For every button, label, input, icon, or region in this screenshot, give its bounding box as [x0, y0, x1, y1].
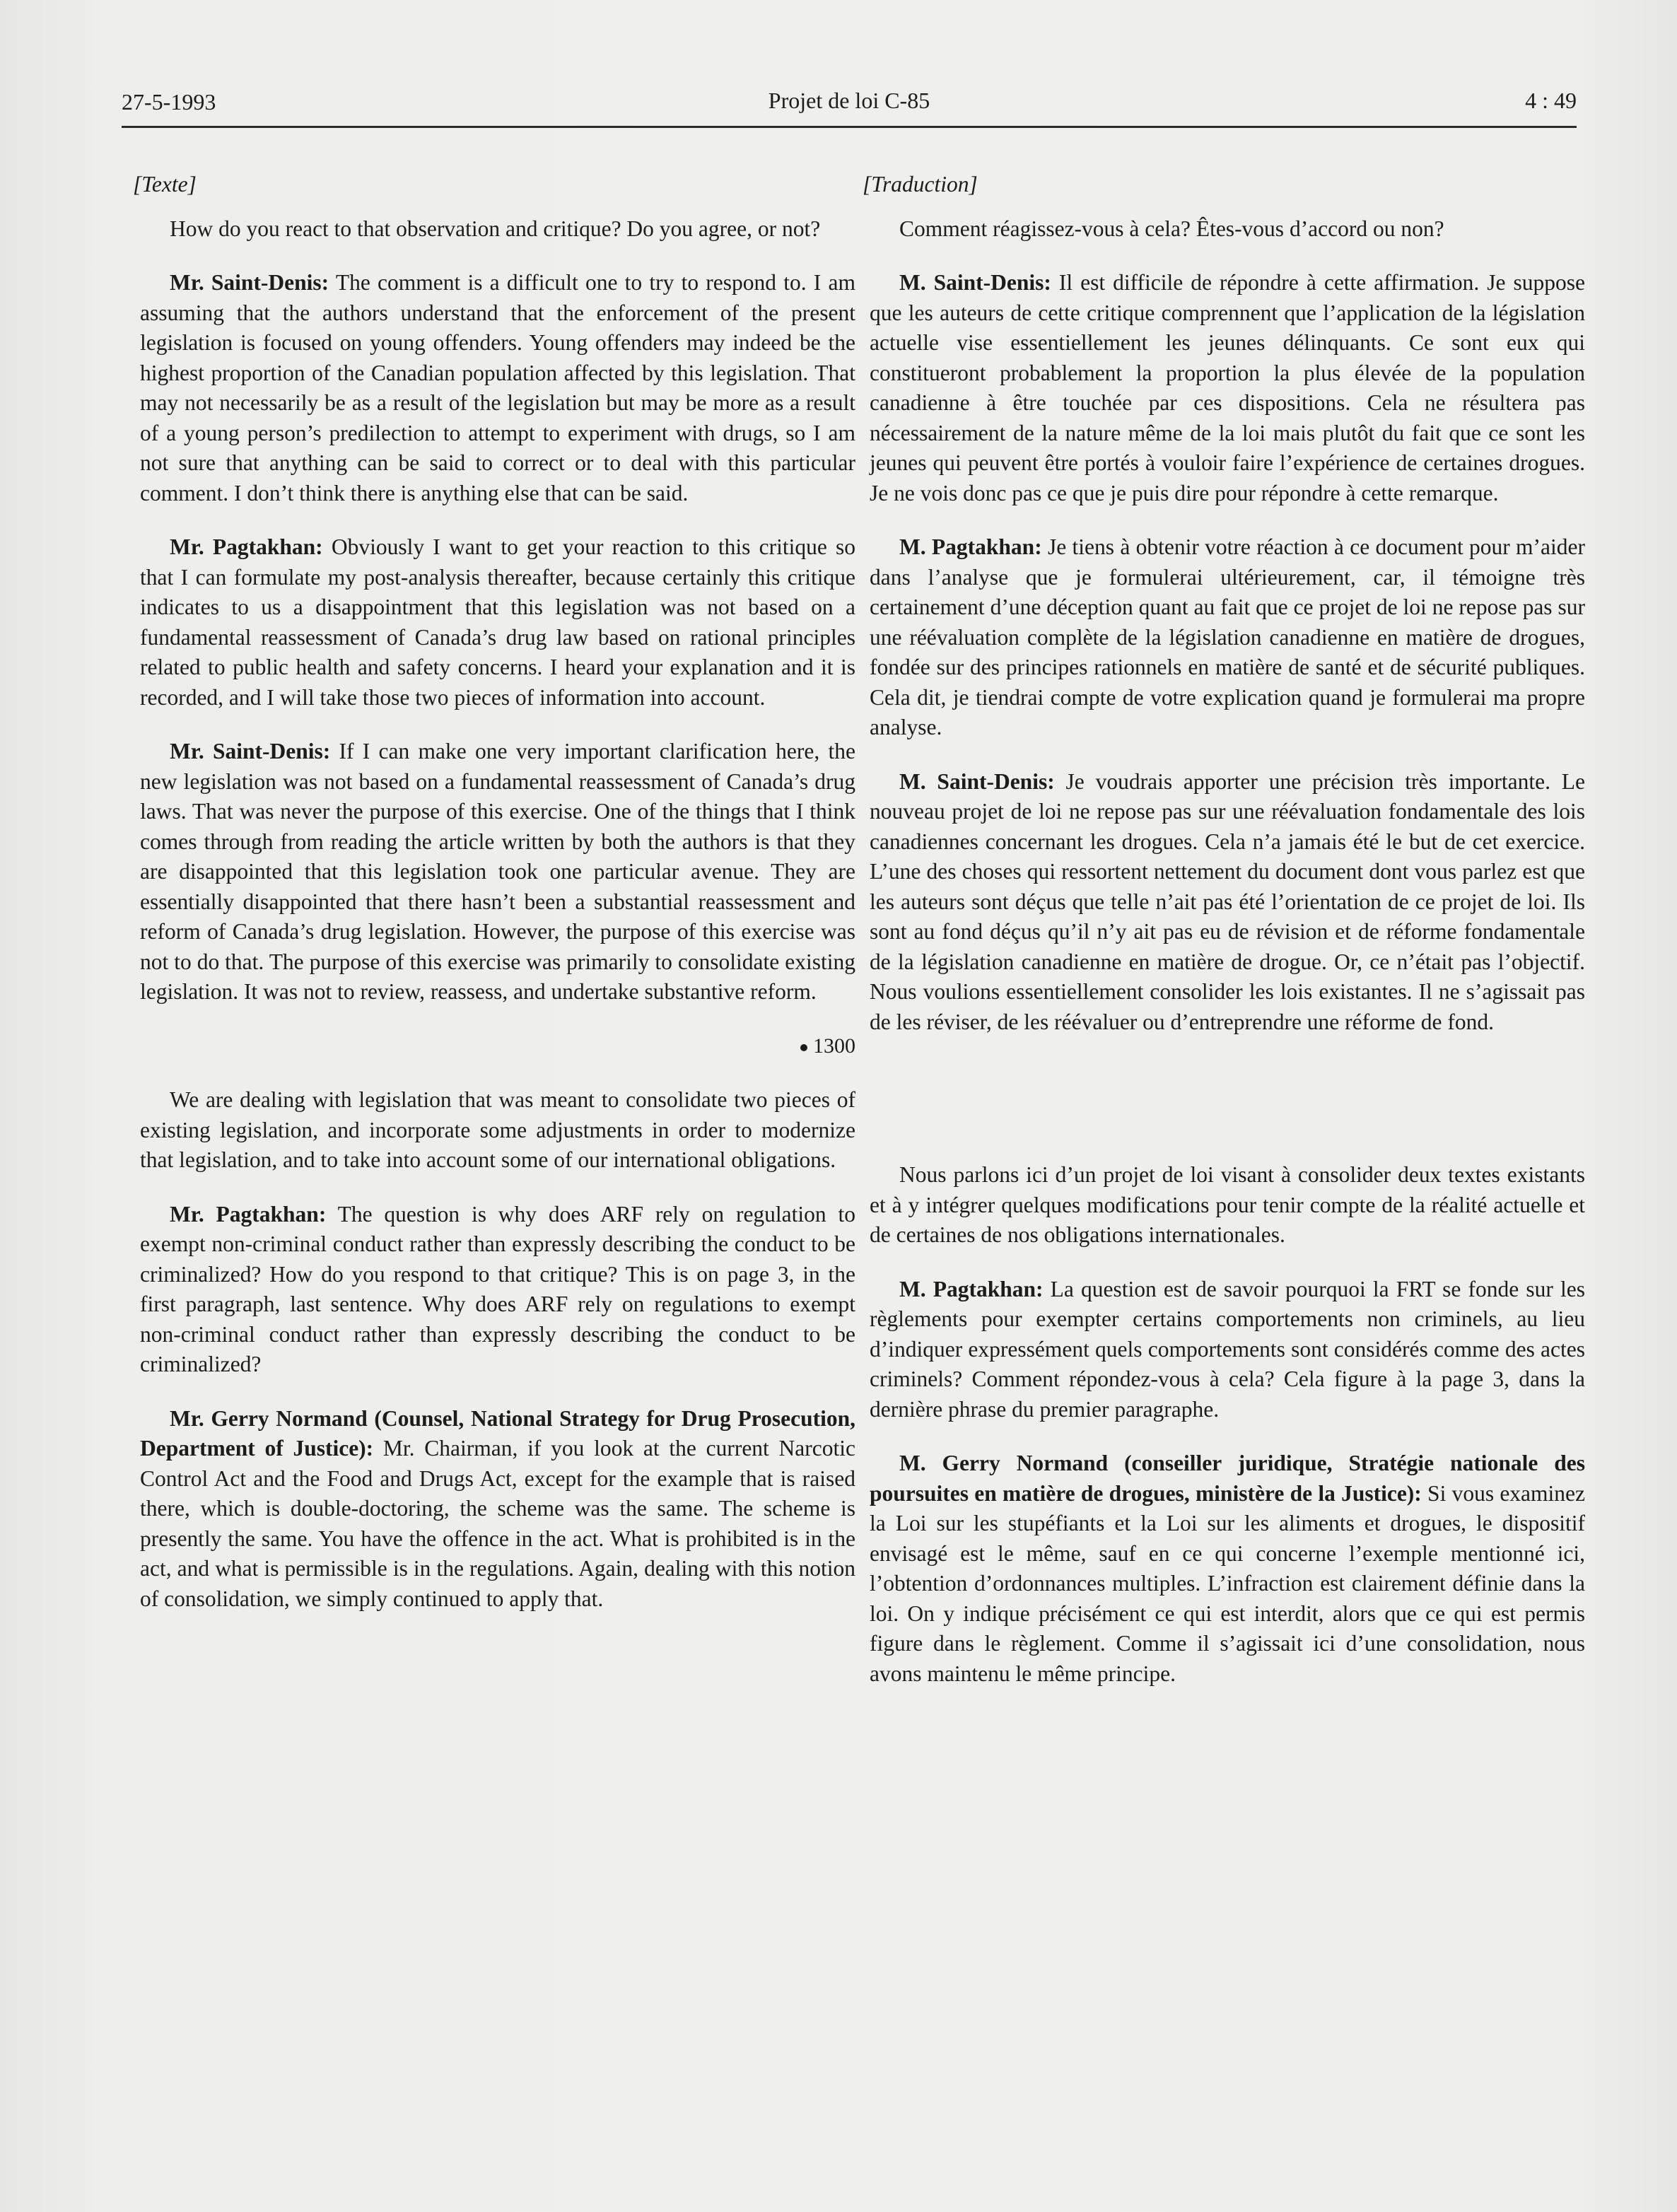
- french-paragraph-1: Comment réagissez-vous à cela? Êtes-vous d’accord ou non?: [899, 216, 1444, 241]
- time-marker: [140, 1031, 855, 1062]
- time-marker-value: 1300: [813, 1034, 855, 1058]
- english-paragraph-4: [140, 737, 855, 1007]
- english-column-label: [Texte]: [133, 172, 197, 197]
- french-column: [863, 170, 1586, 1713]
- english-paragraph-5: We are dealing with legislation that was meant to consolidate two pieces of existing legislation, and incorporate some adjustments in order to modernize that legislation, and to take into account some of our international obligations.: [140, 1087, 855, 1172]
- speaker-name: Mr. Pagtakhan:: [170, 1201, 327, 1227]
- french-paragraph-6: [870, 1275, 1585, 1425]
- english-paragraph-3: [140, 532, 855, 713]
- speaker-name: Mr. Saint-Denis:: [170, 739, 331, 763]
- speech-text: Obviously I want to get your reaction to this critique so that I can formulate my post-analysis thereafter, because certainly this critique indicates to us a disappointment that this legislation was not based on a fundamental reassessment of Canada’s drug law based on rational principles related to public health and safety concerns. I heard your explanation and it is recorded, and I will take those two pieces of information into account.: [140, 534, 855, 710]
- speech-text: Il est difficile de répondre à cette affirmation. Je suppose que les auteurs de cette critique comprennent que l’application de la législation actuelle vise essentiellement les jeunes délinquants. Ce sont eux qui constitueront probablement la proportion la plus élevée de la population canadienne à être touchée par ces dispositions. Cela ne résultera pas nécessairement de la nature même de la loi mais plutôt du fait que ce sont les jeunes qui peuvent être portés à vouloir faire l’expérience de certaines drogues. Je ne vois donc pas ce que je puis dire pour répondre à cette remarque.: [870, 270, 1586, 505]
- header-page-number: 4 : 49: [1525, 88, 1577, 113]
- page-header: [122, 83, 1577, 128]
- french-paragraph-7: [870, 1449, 1585, 1689]
- speech-text: Mr. Chairman, if you look at the current Narcotic Control Act and the Food and Drugs Act, except for the example that is raised there, which is double-doctoring, the scheme was the same. The scheme is presently the same. You have the offence in the act. What is prohibited is in the act, and what is permissible is in the regulations. Again, dealing with this notion of consolidation, we simply continued to apply that.: [140, 1436, 855, 1611]
- speech-text: Je voudrais apporter une précision très importante. Le nouveau projet de loi ne repose pas sur une réévaluation fondamentale des lois canadiennes concernant les drogues. Cela n’a jamais été le but de cet exercice. L’une des choses qui ressortent nettement du document dont vous parlez est que les auteurs sont déçus que telle n’ait pas été l’orientation de ce projet de loi. Ils sont au fond déçus qu’il n’y ait pas eu de révision et de réforme fondamentale de la législation canadienne en matière de drogue. Or, ce n’était pas l’objectif. Nous voulions essentiellement consolider les lois existantes. Il ne s’agissait pas de les réviser, de les réévaluer ou d’entreprendre une réforme de fond.: [870, 768, 1586, 1034]
- column-spacer: [870, 1061, 1585, 1160]
- speaker-name: Mr. Gerry Normand (Counsel, National Strategy for Drug Prosecution, Department of Justice):: [140, 1405, 855, 1461]
- speech-text: Si vous examinez la Loi sur les stupéfiants et la Loi sur les aliments et drogues, le dispositif envisagé est le même, sauf en ce qui concerne l’exemple mentionné ici, l’obtention d’ordonnances multiples. L’infraction est clairement définie dans la loi. On y indique précisément ce qui est interdit, alors que ce qui est permis figure dans le règlement. Comme il s’agissait ici d’une consolidation, nous avons maintenu le même principe.: [870, 1480, 1585, 1686]
- speech-text: La question est de savoir pourquoi la FRT se fonde sur les règlements pour exempter certains comportements non criminels, au lieu d’indiquer expressément quels comportements sont considérés comme des actes criminels? Comment répondez-vous à cela? Cela figure à la page 3, dans la dernière phrase du premier paragraphe.: [870, 1276, 1585, 1422]
- english-paragraph-2: [140, 268, 855, 508]
- speech-text: Je tiens à obtenir votre réaction à ce document pour m’aider dans l’analyse que je formulerai ultérieurement, car, il témoigne très certainement d’une déception quant au fait que ce projet de loi ne repose pas sur une réévaluation complète de la législation canadienne en matière de drogues, fondée sur des principes rationnels en matière de santé et de sécurité publiques. Cela dit, je tiendrai compte de votre explication quand je formulerai ma propre analyse.: [870, 534, 1585, 739]
- english-paragraph-1: How do you react to that observation and critique? Do you agree, or not?: [170, 216, 821, 241]
- french-paragraph-5: Nous parlons ici d’un projet de loi visant à consolider deux textes existants et à y intégrer quelques modifications pour tenir compte de la réalité actuelle et de certaines de nos obligations internationales.: [870, 1162, 1585, 1247]
- english-paragraph-7: [140, 1404, 855, 1615]
- french-column-label: [Traduction]: [863, 172, 978, 197]
- speaker-name: M. Saint-Denis:: [899, 768, 1055, 794]
- speaker-name: M. Saint-Denis:: [899, 270, 1051, 295]
- english-column: [133, 170, 855, 1638]
- english-paragraph-6: [140, 1200, 855, 1380]
- speech-text: The question is why does ARF rely on regulation to exempt non-criminal conduct rather than expressly describing the conduct to be criminalized? How do you respond to that critique? This is on page 3, in the first paragraph, last sentence. Why does ARF rely on regulations to exempt non-criminal conduct rather than expressly describing the conduct to be criminalized?: [140, 1201, 855, 1376]
- speech-text: If I can make one very important clarification here, the new legislation was not based on a fundamental reassessment of Canada’s drug laws. That was never the purpose of this exercise. One of the things that I think comes through from reading the article written by both the authors is that they are disappointed that this legislation took one particular avenue. They are essentially disappointed that there hasn’t been a substantial reassessment and reform of Canada’s drug legislation. However, the purpose of this exercise was not to do that. The purpose of this exercise was primarily to consolidate existing legislation. It was not to review, reassess, and undertake substantive reform.: [140, 739, 855, 1004]
- speaker-name: M. Pagtakhan:: [899, 534, 1042, 559]
- french-paragraph-4: [870, 767, 1585, 1038]
- speaker-name: M. Gerry Normand (conseiller juridique, Stratégie nationale des poursuites en matière de drogues, ministère de la Justice):: [870, 1451, 1585, 1506]
- speaker-name: Mr. Pagtakhan:: [170, 534, 323, 559]
- header-date: 27-5-1993: [122, 89, 216, 115]
- header-title: Projet de loi C-85: [768, 88, 930, 113]
- bullet-icon: [800, 1044, 807, 1051]
- speech-text: The comment is a difficult one to try to respond to. I am assuming that the authors understand that the enforcement of the present legislation is focused on young offenders. Young offenders may indeed be the highest proportion of the Canadian population affected by this legislation. That may not necessarily be as a result of the legislation but may be more as a result of a young person’s predilection to attempt to experiment with drugs, so I am not sure that anything can be said to correct or to deal with this particular comment. I don’t think there is anything else that can be said.: [140, 270, 855, 505]
- french-paragraph-3: [870, 532, 1585, 743]
- speaker-name: Mr. Saint-Denis:: [170, 270, 329, 295]
- french-paragraph-2: [870, 268, 1585, 508]
- speaker-name: M. Pagtakhan:: [899, 1276, 1044, 1301]
